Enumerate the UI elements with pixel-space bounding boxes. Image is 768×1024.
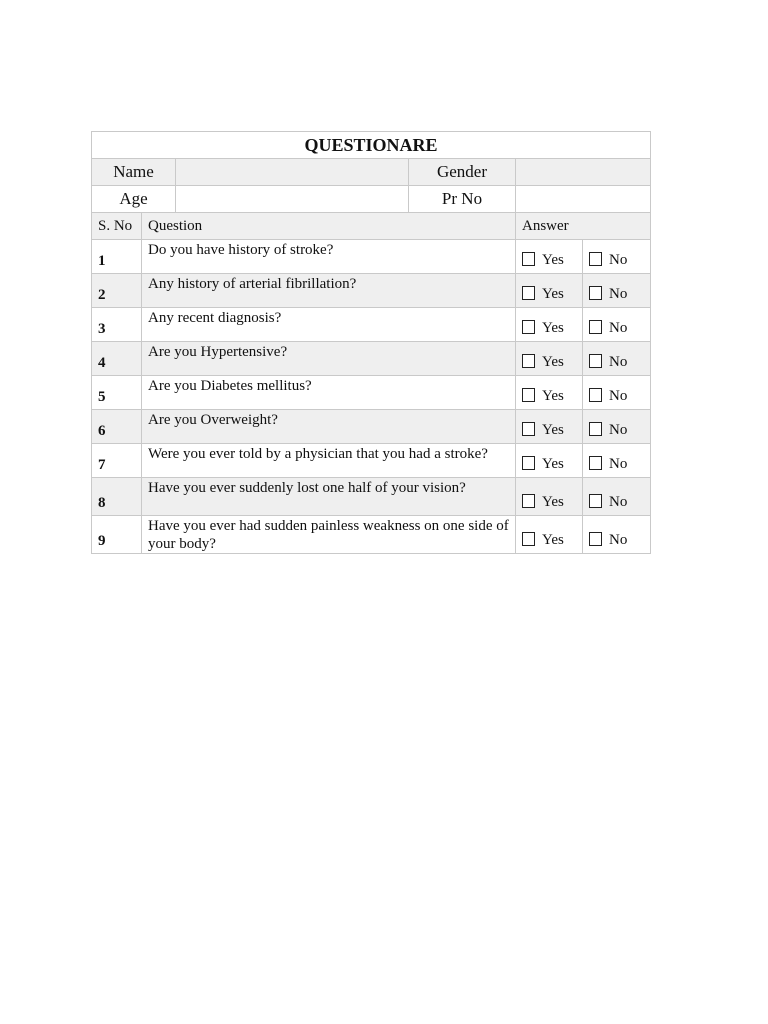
yes-label: Yes — [542, 422, 564, 438]
question-text: Any recent diagnosis? — [142, 308, 516, 342]
yes-checkbox[interactable] — [522, 354, 535, 368]
answer-cell-no — [583, 516, 651, 554]
age-label: Age — [92, 186, 176, 213]
no-label: No — [609, 388, 628, 404]
answer-cell-yes — [516, 516, 583, 554]
age-field[interactable] — [176, 186, 409, 213]
questionnaire-table — [91, 131, 651, 554]
answer-cell-yes — [516, 478, 583, 516]
yes-option[interactable] — [522, 456, 564, 473]
answer-cell-yes — [516, 308, 583, 342]
question-row — [92, 410, 651, 444]
yes-option[interactable] — [522, 388, 564, 405]
question-text: Are you Diabetes mellitus? — [142, 376, 516, 410]
question-number: 6 — [92, 410, 142, 444]
yes-checkbox[interactable] — [522, 252, 535, 266]
question-row — [92, 274, 651, 308]
answer-cell-no — [583, 308, 651, 342]
question-row — [92, 376, 651, 410]
no-checkbox[interactable] — [589, 320, 602, 334]
answer-cell-yes — [516, 274, 583, 308]
question-row — [92, 342, 651, 376]
yes-label: Yes — [542, 532, 564, 548]
answer-cell-yes — [516, 376, 583, 410]
sno-column-header: S. No — [92, 213, 142, 240]
yes-checkbox[interactable] — [522, 422, 535, 436]
yes-checkbox[interactable] — [522, 320, 535, 334]
yes-label: Yes — [542, 456, 564, 472]
prno-field[interactable] — [516, 186, 651, 213]
question-column-header: Question — [142, 213, 516, 240]
no-option[interactable] — [589, 422, 627, 439]
no-checkbox[interactable] — [589, 388, 602, 402]
prno-label: Pr No — [409, 186, 516, 213]
yes-option[interactable] — [522, 252, 564, 269]
yes-label: Yes — [542, 388, 564, 404]
answer-cell-no — [583, 376, 651, 410]
no-checkbox[interactable] — [589, 532, 602, 546]
question-text: Have you ever had sudden painless weakness on one side of your body? — [142, 516, 516, 554]
no-option[interactable] — [589, 252, 627, 269]
question-text: Are you Hypertensive? — [142, 342, 516, 376]
yes-label: Yes — [542, 286, 564, 302]
no-option[interactable] — [589, 286, 627, 303]
no-checkbox[interactable] — [589, 422, 602, 436]
no-label: No — [609, 494, 628, 510]
question-number: 2 — [92, 274, 142, 308]
yes-label: Yes — [542, 494, 564, 510]
no-label: No — [609, 354, 628, 370]
no-option[interactable] — [589, 354, 627, 371]
no-label: No — [609, 532, 628, 548]
answer-cell-no — [583, 274, 651, 308]
yes-checkbox[interactable] — [522, 494, 535, 508]
yes-label: Yes — [542, 252, 564, 268]
question-row — [92, 308, 651, 342]
question-text: Do you have history of stroke? — [142, 240, 516, 274]
no-label: No — [609, 286, 628, 302]
yes-option[interactable] — [522, 422, 564, 439]
question-row — [92, 478, 651, 516]
no-label: No — [609, 320, 628, 336]
no-option[interactable] — [589, 388, 627, 405]
answer-cell-yes — [516, 240, 583, 274]
no-checkbox[interactable] — [589, 354, 602, 368]
yes-option[interactable] — [522, 532, 564, 549]
name-field[interactable] — [176, 159, 409, 186]
answer-cell-yes — [516, 410, 583, 444]
question-text: Any history of arterial fibrillation? — [142, 274, 516, 308]
no-checkbox[interactable] — [589, 456, 602, 470]
answer-cell-yes — [516, 444, 583, 478]
no-option[interactable] — [589, 320, 627, 337]
gender-field[interactable] — [516, 159, 651, 186]
question-number: 3 — [92, 308, 142, 342]
yes-option[interactable] — [522, 354, 564, 371]
yes-option[interactable] — [522, 286, 564, 303]
no-checkbox[interactable] — [589, 252, 602, 266]
no-checkbox[interactable] — [589, 286, 602, 300]
question-number: 9 — [92, 516, 142, 554]
answer-cell-no — [583, 478, 651, 516]
gender-label: Gender — [409, 159, 516, 186]
question-number: 1 — [92, 240, 142, 274]
question-row — [92, 444, 651, 478]
form-title: QUESTIONARE — [92, 132, 651, 159]
no-option[interactable] — [589, 532, 627, 549]
no-label: No — [609, 422, 628, 438]
yes-checkbox[interactable] — [522, 532, 535, 546]
yes-checkbox[interactable] — [522, 388, 535, 402]
question-number: 7 — [92, 444, 142, 478]
answer-cell-no — [583, 410, 651, 444]
yes-option[interactable] — [522, 320, 564, 337]
answer-cell-yes — [516, 342, 583, 376]
no-checkbox[interactable] — [589, 494, 602, 508]
answer-cell-no — [583, 342, 651, 376]
question-text: Are you Overweight? — [142, 410, 516, 444]
question-number: 8 — [92, 478, 142, 516]
question-number: 5 — [92, 376, 142, 410]
no-label: No — [609, 252, 628, 268]
question-text: Have you ever suddenly lost one half of your vision? — [142, 478, 516, 516]
yes-label: Yes — [542, 354, 564, 370]
answer-cell-no — [583, 240, 651, 274]
yes-checkbox[interactable] — [522, 456, 535, 470]
yes-checkbox[interactable] — [522, 286, 535, 300]
question-text: Were you ever told by a physician that you had a stroke? — [142, 444, 516, 478]
answer-column-header: Answer — [516, 213, 651, 240]
question-number: 4 — [92, 342, 142, 376]
no-option[interactable] — [589, 456, 627, 473]
question-row — [92, 240, 651, 274]
answer-cell-no — [583, 444, 651, 478]
no-label: No — [609, 456, 628, 472]
question-row — [92, 516, 651, 554]
name-label: Name — [92, 159, 176, 186]
yes-label: Yes — [542, 320, 564, 336]
no-option[interactable] — [589, 494, 627, 511]
yes-option[interactable] — [522, 494, 564, 511]
